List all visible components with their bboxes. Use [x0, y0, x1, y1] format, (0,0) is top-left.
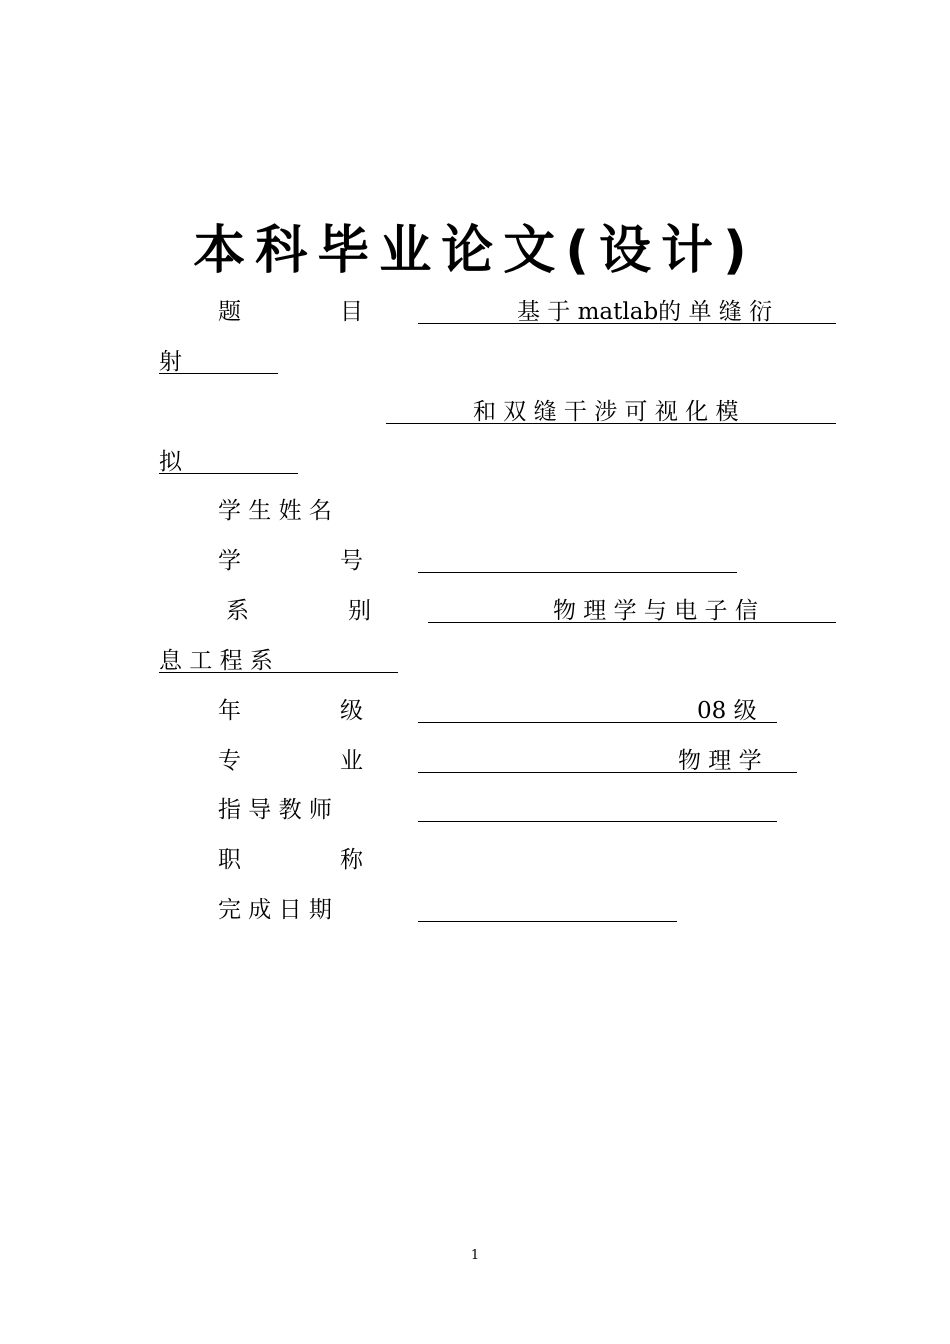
- major-value: 物 理 学: [678, 748, 762, 774]
- department-label-2: 别: [348, 598, 371, 624]
- topic-label-2: 目: [340, 299, 363, 325]
- grade-value: 08 级: [697, 698, 757, 724]
- grade-label-1: 年: [218, 698, 241, 724]
- student-id-label-1: 学: [218, 548, 241, 574]
- department-underline-wrap: [159, 672, 398, 673]
- topic-underline-wrap-2: [159, 473, 298, 474]
- major-label-1: 专: [218, 748, 241, 774]
- grade-label-2: 级: [340, 698, 363, 724]
- department-value: 物 理 学 与 电 子 信: [553, 598, 758, 624]
- student-name-label: 学 生 姓 名: [218, 498, 332, 524]
- department-wrap: 息 工 程 系: [159, 648, 273, 674]
- major-label-2: 业: [340, 748, 363, 774]
- topic-value-1: 基 于 matlab的 单 缝 衍: [517, 299, 773, 325]
- topic-wrap-2: 拟: [159, 449, 182, 475]
- topic-value-2: 和 双 缝 干 涉 可 视 化 模: [473, 399, 739, 425]
- department-label-1: 系: [226, 598, 249, 624]
- page-number: 1: [470, 1248, 480, 1263]
- advisor-underline: [418, 821, 777, 822]
- advisor-label: 指 导 教 师: [218, 797, 332, 823]
- student-id-label-2: 号: [340, 548, 363, 574]
- document-title: 本科毕业论文(设计): [193, 221, 757, 281]
- topic-wrap-1: 射: [159, 349, 182, 375]
- title-rank-label-1: 职: [218, 847, 241, 873]
- student-id-underline: [418, 572, 737, 573]
- title-rank-label-2: 称: [340, 847, 363, 873]
- completion-date-label: 完 成 日 期: [218, 897, 332, 923]
- completion-date-underline: [418, 921, 677, 922]
- topic-label-1: 题: [218, 299, 241, 325]
- topic-underline-wrap-1: [159, 373, 278, 374]
